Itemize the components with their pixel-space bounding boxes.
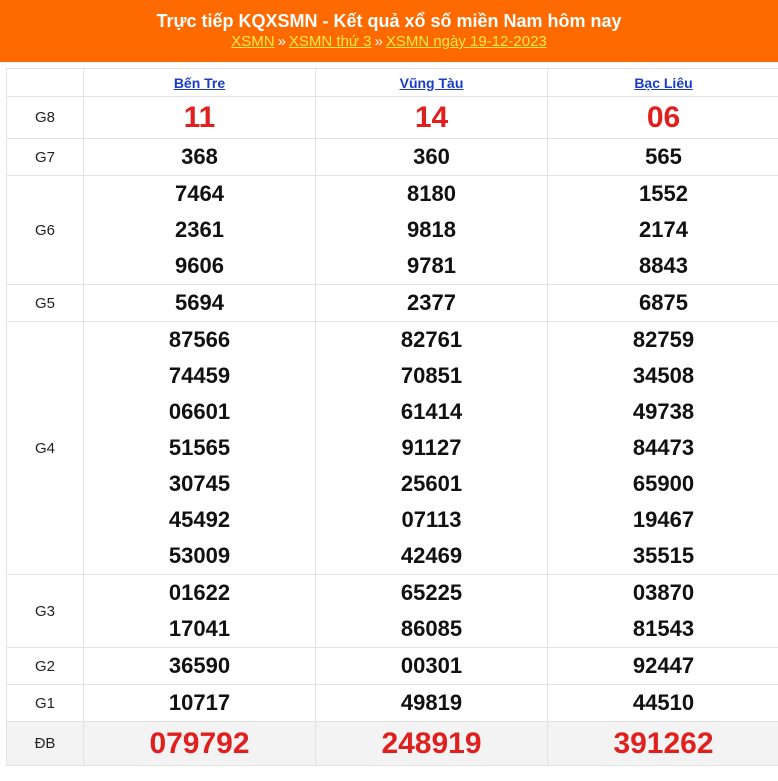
result-number: 01622 [168, 580, 231, 605]
result-number: 51565 [168, 435, 231, 460]
result-number: 1552 [639, 181, 688, 206]
province-link-ben-tre[interactable]: Bến Tre [173, 74, 226, 91]
prize-row-g8 [7, 97, 778, 139]
prize-row-g7 [7, 139, 778, 176]
result-cell-vung-tau [316, 722, 548, 766]
result-number: 19467 [632, 507, 695, 532]
result-cell-bac-lieu [548, 648, 778, 685]
result-number: 5694 [175, 290, 224, 315]
prize-label: G4 [7, 322, 84, 575]
result-cell-vung-tau [316, 139, 548, 176]
result-number: 06601 [168, 399, 231, 424]
result-cell-bac-lieu [548, 575, 778, 648]
result-cell-ben-tre [84, 648, 316, 685]
result-number: 9606 [175, 253, 224, 278]
result-number: 2174 [639, 217, 688, 242]
result-cell-ben-tre [84, 322, 316, 575]
result-number: 65225 [400, 580, 463, 605]
result-cell-bac-lieu [548, 176, 778, 285]
result-number: 2377 [407, 290, 456, 315]
result-number: 36590 [168, 653, 231, 678]
province-header-bac-lieu [548, 69, 778, 97]
result-number: 86085 [400, 616, 463, 641]
result-cell-ben-tre [84, 722, 316, 766]
province-header-ben-tre [84, 69, 316, 97]
result-number: 6875 [639, 290, 688, 315]
prize-row-g5 [7, 285, 778, 322]
result-number: 9781 [407, 253, 456, 278]
result-cell-bac-lieu [548, 685, 778, 722]
prize-label: G8 [7, 97, 84, 139]
result-cell-vung-tau [316, 176, 548, 285]
prize-label: G3 [7, 575, 84, 648]
result-number: 10717 [168, 690, 231, 715]
result-number: 82759 [632, 327, 695, 352]
result-number: 84473 [632, 435, 695, 460]
result-number: 30745 [168, 471, 231, 496]
result-cell-ben-tre [84, 139, 316, 176]
result-number: 49738 [632, 399, 695, 424]
province-header-row [7, 69, 778, 97]
breadcrumb-separator: » [374, 33, 383, 50]
result-cell-ben-tre [84, 285, 316, 322]
prize-label: G7 [7, 139, 84, 176]
result-number: 70851 [400, 363, 463, 388]
province-link-bac-lieu[interactable]: Bạc Liêu [634, 74, 693, 91]
breadcrumb-xsmn-thu3[interactable]: XSMN thứ 3 [288, 33, 372, 50]
result-cell-vung-tau [316, 322, 548, 575]
result-cell-bac-lieu [548, 285, 778, 322]
result-number: 00301 [400, 653, 463, 678]
result-number: 06 [646, 100, 681, 134]
result-number: 92447 [632, 653, 695, 678]
result-cell-vung-tau [316, 685, 548, 722]
result-number: 2361 [175, 217, 224, 242]
result-cell-vung-tau [316, 575, 548, 648]
prize-label: G1 [7, 685, 84, 722]
result-number: 14 [414, 100, 449, 134]
prize-row-g6 [7, 176, 778, 285]
result-cell-ben-tre [84, 575, 316, 648]
result-number: 9818 [407, 217, 456, 242]
prize-label: ĐB [7, 722, 84, 766]
breadcrumb-separator: » [277, 33, 286, 50]
prize-label: G5 [7, 285, 84, 322]
result-number: 45492 [168, 507, 231, 532]
page-header [0, 0, 778, 62]
result-number: 34508 [632, 363, 695, 388]
header-corner-cell [7, 69, 84, 97]
province-header-vung-tau [316, 69, 548, 97]
result-number: 49819 [400, 690, 463, 715]
prize-row-g3 [7, 575, 778, 648]
prize-row-g4 [7, 322, 778, 575]
result-number: 11 [183, 100, 216, 134]
result-number: 17041 [168, 616, 231, 641]
result-number: 82761 [400, 327, 463, 352]
result-number: 079792 [149, 726, 250, 760]
result-number: 03870 [632, 580, 695, 605]
prize-label: G6 [7, 176, 84, 285]
result-number: 87566 [168, 327, 231, 352]
prize-row-g2 [7, 648, 778, 685]
result-number: 565 [645, 144, 682, 169]
result-number: 35515 [632, 543, 695, 568]
result-cell-vung-tau [316, 97, 548, 139]
result-cell-bac-lieu [548, 97, 778, 139]
result-number: 74459 [168, 363, 231, 388]
result-cell-bac-lieu [548, 722, 778, 766]
page-title: Trực tiếp KQXSMN - Kết quả xổ số miền Nam hôm nay [156, 11, 622, 31]
result-number: 07113 [401, 507, 462, 532]
result-number: 248919 [381, 726, 482, 760]
result-cell-ben-tre [84, 97, 316, 139]
breadcrumb-xsmn[interactable]: XSMN [231, 33, 275, 50]
result-number: 53009 [168, 543, 231, 568]
result-number: 7464 [175, 181, 224, 206]
result-cell-bac-lieu [548, 139, 778, 176]
result-cell-vung-tau [316, 285, 548, 322]
result-cell-ben-tre [84, 176, 316, 285]
result-number: 8843 [639, 253, 688, 278]
prize-row-db [7, 722, 778, 766]
result-number: 8180 [407, 181, 456, 206]
result-number: 360 [413, 144, 450, 169]
result-number: 61414 [400, 399, 463, 424]
result-number: 44510 [632, 690, 695, 715]
breadcrumb [0, 32, 778, 52]
result-cell-ben-tre [84, 685, 316, 722]
result-number: 42469 [400, 543, 463, 568]
prize-row-g1 [7, 685, 778, 722]
result-number: 81543 [632, 616, 695, 641]
results-table [6, 68, 778, 766]
province-link-vung-tau[interactable]: Vũng Tàu [399, 74, 464, 91]
result-number: 391262 [613, 726, 714, 760]
prize-label: G2 [7, 648, 84, 685]
result-cell-vung-tau [316, 648, 548, 685]
result-number: 25601 [400, 471, 463, 496]
result-number: 368 [181, 144, 218, 169]
breadcrumb-xsmn-date[interactable]: XSMN ngày 19-12-2023 [385, 33, 547, 50]
result-cell-bac-lieu [548, 322, 778, 575]
result-number: 65900 [632, 471, 695, 496]
result-number: 91127 [401, 435, 462, 460]
